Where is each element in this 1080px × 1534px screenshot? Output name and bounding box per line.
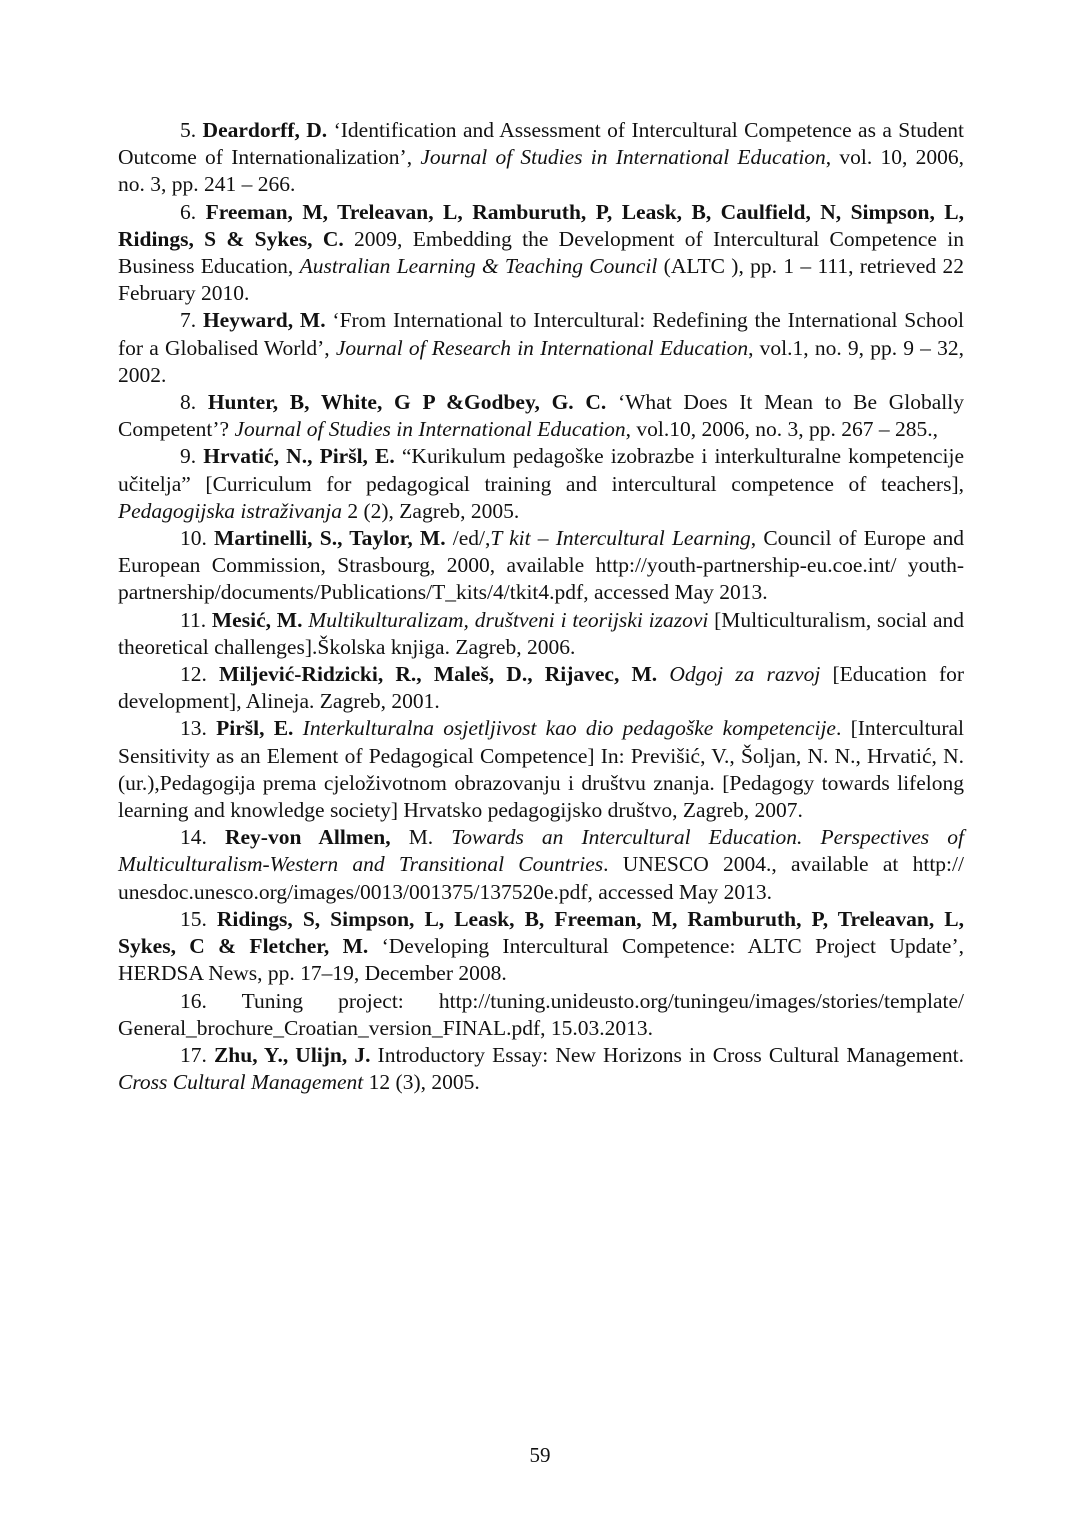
reference-number: 15. <box>180 906 207 931</box>
reference-number: 17. <box>180 1042 207 1067</box>
reference-number: 11. <box>180 607 207 632</box>
reference-number: 6. <box>180 199 197 224</box>
reference-item <box>118 389 964 443</box>
reference-title: T kit – Intercultural Learning <box>490 526 751 551</box>
reference-item <box>118 715 964 824</box>
reference-authors: Martinelli, S., Taylor, M. <box>214 526 446 551</box>
reference-authors: Piršl, E. <box>216 716 294 741</box>
reference-title: Journal of Research in International Education <box>335 335 749 360</box>
reference-details: , vol. 10, 2006, no. 3, pp. 241 – 266. <box>118 145 964 197</box>
reference-item <box>118 117 964 199</box>
reference-text: Introductory Essay: New Horizons in Cross Cultural Management. <box>370 1042 964 1067</box>
reference-number: 8. <box>180 390 197 415</box>
reference-authors: Heyward, M. <box>202 308 326 333</box>
reference-title: Pedagogijska istraživanja <box>118 498 342 523</box>
reference-details: , vol.1, no. 9, pp. 9 – 32, 2002. <box>118 335 964 387</box>
reference-item <box>118 199 964 308</box>
reference-details: , vol.10, 2006, no. 3, pp. 267 – 285., <box>625 417 938 442</box>
reference-text <box>293 716 302 740</box>
reference-authors: Miljević-Ridzicki, R., Maleš, D., Rijavec, M. <box>219 662 658 687</box>
reference-text <box>657 662 669 686</box>
reference-title: Journal of Studies in International Education <box>234 417 626 442</box>
reference-item <box>118 525 964 607</box>
reference-list <box>118 117 964 1096</box>
reference-text: ‘What Does It Mean to Be Globally Competent’? <box>118 390 964 442</box>
reference-item <box>118 661 964 715</box>
reference-authors: Deardorff, D. <box>202 118 328 142</box>
reference-details: 2 (2), Zagreb, 2005. <box>341 498 520 523</box>
reference-title: Interkulturalna osjetljivost kao dio pedagoške kompetencije <box>302 716 836 741</box>
reference-number: 12. <box>180 662 207 687</box>
reference-number: 16. <box>180 988 207 1013</box>
reference-text: 2009, Embedding the Development of Intercultural Competence in Business Education, <box>118 226 964 279</box>
reference-item <box>118 443 964 525</box>
reference-details: . [Intercultural Sensitivity as an Element of Pedagogical Competence] In: Previšić, V., Šoljan, N. N., Hrvatić, N. (ur.),Pedagogija prema cjeloživotnom obrazovanju i društvu znanja. [Pedagogy towards lifelong learning and knowledge society] Hrvatsko pedagogijsko društvo, Zagreb, 2007. <box>118 716 964 823</box>
reference-details: 12 (3), 2005. <box>363 1070 480 1095</box>
reference-authors: Mesić, M. <box>211 607 303 632</box>
reference-text: Tuning project: http://tuning.unideusto.org/tuningeu/images/stories/template/ General_brochure_Croatian_version_FINAL.pdf, 15.03.2013. <box>118 988 964 1040</box>
reference-title: Odgoj za razvoj <box>669 662 821 687</box>
reference-authors: Ridings, S, Simpson, L, Leask, B, Freeman, M, Ramburuth, P, Treleavan, L, Sykes, C & Fletcher, M. <box>118 906 964 959</box>
reference-title: Journal of Studies in International Education <box>420 145 826 170</box>
reference-authors: Hunter, B, White, G P &Godbey, G. C. <box>207 390 607 415</box>
reference-item <box>118 307 964 389</box>
reference-title: Towards an Intercultural Education. Perspectives of Multiculturalism-Western and Transitional Countries <box>118 825 965 877</box>
reference-text: ‘Identification and Assessment of Intercultural Competence as a Student Outcome of Internationalization’, <box>118 118 965 170</box>
reference-details: . UNESCO 2004., available at http:// unesdoc.unesco.org/images/0013/001375/137520e.pdf, accessed May 2013. <box>118 852 964 904</box>
reference-details: , Council of Europe and European Commission, Strasbourg, 2000, available http://youth-partnership-eu.coe.int/ youth-partnership/documents/Publications/T_kits/4/tkit4.pdf, accessed May 2013. <box>118 526 964 605</box>
reference-authors: Zhu, Y., Ulijn, J. <box>213 1042 371 1067</box>
reference-item <box>118 906 964 988</box>
reference-number: 14. <box>180 825 207 850</box>
reference-details: [Education for development], Alineja. Zagreb, 2001. <box>118 662 965 714</box>
reference-item <box>118 1042 964 1096</box>
reference-authors: Hrvatić, N., Piršl, E. <box>203 444 395 469</box>
reference-text: “Kurikulum pedagoške izobrazbe i interkulturalne kompetencije učitelja” [Curriculum for pedagogical training and intercultural competence of teachers], <box>118 444 964 496</box>
reference-details: (ALTC ), pp. 1 – 111, retrieved 22 February 2010. <box>118 254 964 306</box>
reference-title: Cross Cultural Management <box>118 1070 364 1095</box>
reference-text: /ed/, <box>445 526 491 551</box>
reference-number: 10. <box>180 526 207 551</box>
reference-details: [Multiculturalism, social and theoretical challenges].Školska knjiga. Zagreb, 2006. <box>118 607 965 659</box>
reference-title: Multikulturalizam, društveni i teorijski izazovi <box>308 607 709 632</box>
reference-text: ‘Developing Intercultural Competence: ALTC Project Update’, HERDSA News, pp. 17–19, December 2008. <box>118 934 964 986</box>
reference-title: Australian Learning & Teaching Council <box>299 254 658 279</box>
reference-text: M. <box>390 825 452 850</box>
reference-number: 9. <box>180 444 197 469</box>
reference-item <box>118 607 964 661</box>
reference-item <box>118 824 964 906</box>
reference-text: ‘From International to Intercultural: Redefining the International School for a Globalised World’, <box>118 308 964 360</box>
reference-number: 13. <box>180 716 207 741</box>
reference-authors: Freeman, M, Treleavan, L, Ramburuth, P, Leask, B, Caulfield, N, Simpson, L, Ridings, S & Sykes, C. <box>118 199 964 251</box>
page-number: 59 <box>529 1443 551 1467</box>
reference-number: 7. <box>180 308 197 333</box>
reference-number: 5. <box>180 118 197 142</box>
reference-item <box>118 988 964 1042</box>
reference-authors: Rey-von Allmen, <box>224 825 391 850</box>
